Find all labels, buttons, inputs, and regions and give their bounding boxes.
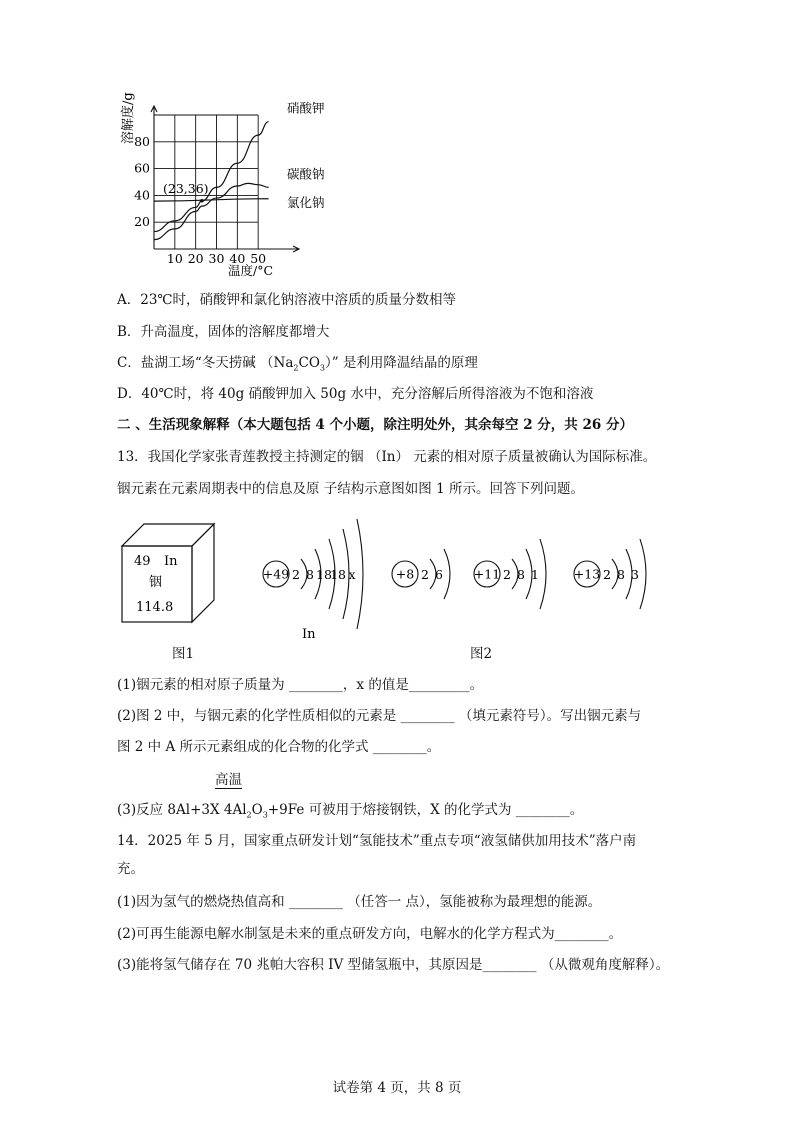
intersection-point [200, 199, 204, 203]
shell-electron-count: 6 [435, 567, 443, 582]
nucleus-charge: +11 [473, 566, 501, 582]
series-line-1 [154, 122, 269, 232]
chart-xlabel: 温度/°C [228, 263, 274, 278]
series-label-2: 碳酸钠 [287, 166, 325, 182]
shell-electron-count: 18 [330, 567, 346, 582]
atom-diagram-4 [574, 539, 646, 609]
x-tick-label: 50 [250, 251, 267, 266]
q14-line1: 14．2025 年 5 月，国家重点研发计划“氢能技术”重点专项“液氢储供加用技术”落户南 [117, 833, 637, 849]
shell-electron-count: 1 [531, 567, 539, 582]
figure-1-caption: 图1 [172, 646, 195, 662]
q14-sub3: (3)能将氢气储存在 70 兆帕大容积 IV 型储氢瓶中，其原因是________ （从微观角度解释）。 [117, 957, 670, 973]
q14-line2: 充。 [117, 861, 144, 877]
x-tick-label: 10 [166, 251, 183, 266]
option-a: A．23℃时，硝酸钾和氯化钠溶液中溶质的质量分数相等 [117, 292, 457, 308]
electron-shell-arc [540, 539, 546, 609]
shell-electron-count: 2 [292, 567, 300, 582]
shell-electron-count: 2 [503, 567, 511, 582]
q14-sub1: (1)因为氢气的燃烧热值高和 ________ （任答一 点），氢能被称为最理想的能源。 [117, 894, 602, 910]
chart-annotation: (23,36) [163, 181, 209, 196]
q13-sub3 [117, 801, 583, 825]
reaction-condition: 高温 [215, 772, 242, 788]
chart-curves [154, 101, 325, 240]
q13-sub3-sub1: 2 [246, 810, 252, 820]
q13-sub3-text: (3)反应 8Al+3X 4Al [117, 802, 247, 818]
q14-sub2: (2)可再生能源电解水制氢是未来的重点研发方向，电解水的化学方程式为________。 [117, 926, 623, 942]
x-tick-label: 30 [208, 251, 225, 266]
option-c-mid: CO [298, 355, 320, 371]
q13-sub3-post: +9Fe 可被用于熔接钢铁，X 的化学式为 ________。 [267, 802, 584, 818]
atom-diagram-2 [392, 549, 450, 599]
nucleus-charge: +49 [262, 566, 290, 582]
series-label-1: 硝酸钾 [287, 100, 325, 116]
solubility-chart [120, 92, 340, 284]
q13-line1: 13．我国化学家张青莲教授主持测定的铟 （In） 元素的相对原子质量被确认为国际标准。 [117, 449, 657, 465]
q13-sub3-mid: O [251, 802, 263, 818]
option-b: B．升高温度，固体的溶解度都增大 [117, 324, 330, 340]
cube-symbol: In [164, 554, 178, 569]
shell-electron-count: 8 [617, 567, 625, 582]
electron-shell-arc [357, 519, 363, 629]
q13-sub3-sub2: 3 [262, 810, 268, 820]
y-tick-label: 40 [134, 187, 150, 203]
atom-diagram-1 [263, 519, 363, 642]
figure-1-element-cube [118, 520, 218, 624]
nucleus-charge: +8 [395, 566, 415, 582]
y-tick-label: 60 [134, 160, 150, 176]
atom-label: In [302, 627, 316, 642]
y-tick-label: 20 [134, 214, 150, 230]
option-c-text: C．盐湖工场“冬天捞碱 （Na [117, 355, 294, 371]
shell-electron-count: 2 [603, 567, 611, 582]
shell-electron-count: x [348, 567, 356, 582]
shell-electron-count: 2 [421, 567, 429, 582]
shell-electron-count: 3 [631, 567, 639, 582]
shell-electron-count: 8 [306, 567, 314, 582]
chart-ylabel: 溶解度/g [121, 92, 136, 144]
shell-electron-count: 18 [316, 567, 332, 582]
figure-2-atomic-structures [250, 510, 670, 645]
option-d: D．40℃时，将 40g 硝酸钾加入 50g 水中，充分溶解后所得溶液为不饱和溶液 [117, 386, 594, 402]
option-c-post: ）” 是利用降温结晶的原理 [324, 355, 478, 371]
q13-sub1: (1)铟元素的相对原子质量为 ________，x 的值是_________。 [117, 677, 484, 693]
atom-diagram-3 [474, 539, 546, 609]
electron-shell-arc [444, 549, 450, 599]
cube-name: 铟 [149, 575, 163, 590]
q13-line2: 铟元素在元素周期表中的信息及原 子结构示意图如图 1 所示。回答下列问题。 [117, 481, 584, 497]
section-2-heading: 二 、生活现象解释（本大题包括 4 个小题，除注明处外，其余每空 2 分，共 26 分） [117, 417, 633, 433]
atom-diagrams [263, 519, 646, 642]
page-footer: 试卷第 4 页，共 8 页 [332, 1080, 462, 1096]
x-tick-label: 20 [187, 251, 204, 266]
q13-sub2-line2: 图 2 中 A 所示元素组成的化合物的化学式 ________。 [117, 739, 441, 755]
series-label-3: 氯化钠 [287, 194, 325, 210]
cube-mass: 114.8 [136, 600, 174, 615]
figure-2-caption: 图2 [470, 646, 493, 662]
y-tick-label: 80 [134, 133, 150, 149]
option-c [117, 354, 478, 378]
option-c-sub2: 3 [319, 363, 325, 373]
nucleus-charge: +13 [573, 566, 601, 582]
option-c-sub1: 2 [293, 363, 299, 373]
shell-electron-count: 8 [517, 567, 525, 582]
cube-atomic-number: 49 [134, 554, 151, 569]
q13-sub2-line1: (2)图 2 中，与铟元素的化学性质相似的元素是 ________ （填元素符号）。写出铟元素与 [117, 708, 642, 724]
electron-shell-arc [640, 539, 646, 609]
x-tick-label: 40 [229, 251, 246, 266]
